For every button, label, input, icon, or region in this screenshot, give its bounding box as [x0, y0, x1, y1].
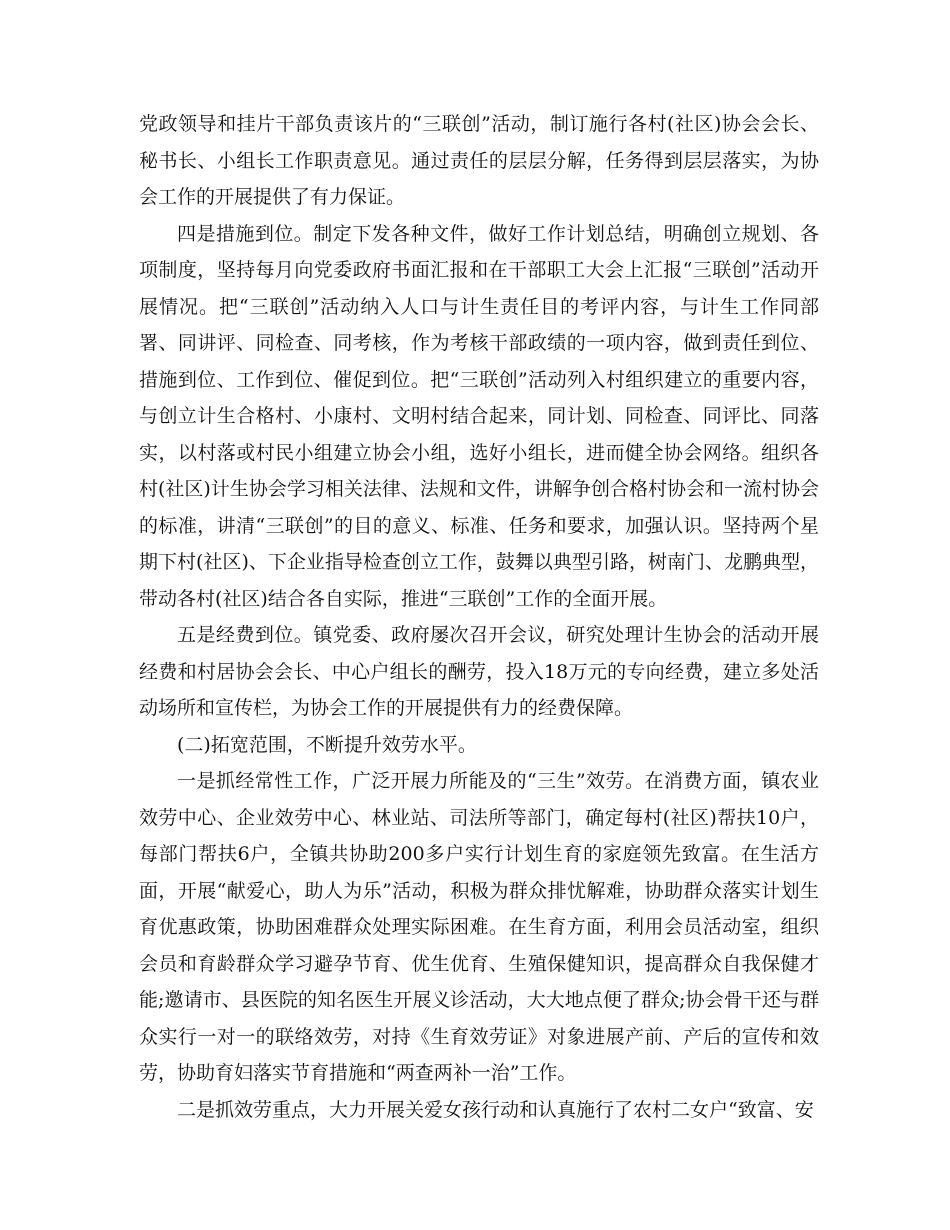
- paragraph-continuation: 党政领导和挂片干部负责该片的“三联创”活动，制订施行各村(社区)协会会长、秘书长、小组长工作职责意见。通过责任的层层分解，任务得到层层落实，为协会工作的开展提供了有力保证。: [139, 113, 819, 208]
- document-body: [139, 106, 819, 1128]
- paragraph-funding: 五是经费到位。镇党委、政府屡次召开会议，研究处理计生协会的活动开展经费和村居协会会长、中心户组长的酬劳，投入18万元的专向经费，建立多处活动场所和宣传栏，为协会工作的开展提供有力的经费保障。: [139, 624, 819, 719]
- paragraph-service-focus: 二是抓效劳重点，大力开展关爱女孩行动和认真施行了农村二女户“致富、安: [177, 1098, 814, 1121]
- paragraph-measures: 四是措施到位。制定下发各种文件，做好工作计划总结，明确创立规划、各项制度，坚持每月向党委政府书面汇报和在干部职工大会上汇报“三联创”活动开展情况。把“三联创”活动纳入人口与计生责任目的考评内容，与计生工作同部署、同讲评、同检查、同考核，作为考核干部政绩的一项内容，做到责任到位、措施到位、工作到位、催促到位。把“三联创”活动列入村组织建立的重要内容，与创立计生合格村、小康村、文明村结合起来，同计划、同检查、同评比、同落实，以村落或村民小组建立协会小组，选好小组长，进而健全协会网络。组织各村(社区)计生协会学习相关法律、法规和文件，讲解争创合格村协会和一流村协会的标准，讲清“三联创”的目的意义、标准、任务和要求，加强认识。坚持两个星期下村(社区)、下企业指导检查创立工作，鼓舞以典型引路，树南门、龙鹏典型，带动各村(社区)结合各自实际，推进“三联创”工作的全面开展。: [139, 222, 819, 610]
- paragraph-regular-work: 一是抓经常性工作，广泛开展力所能及的“三生”效劳。在消费方面，镇农业效劳中心、企业效劳中心、林业站、司法所等部门，确定每村(社区)帮扶10户，每部门帮扶6户，全镇共协助200多户实行计划生育的家庭领先致富。在生活方面，开展“献爱心，助人为乐”活动，积极为群众排忧解难，协助群众落实计划生育优惠政策，协助困难群众处理实际困难。在生育方面，利用会员活动室，组织会员和育龄群众学习避孕节育、优生优育、生殖保健知识，提高群众自我保健才能;邀请市、县医院的知名医生开展义诊活动，大大地点便了群众;协会骨干还与群众实行一对一的联络效劳，对持《生育效劳证》对象进展产前、产后的宣传和效劳，协助育妇落实节育措施和“两查两补一治”工作。: [139, 770, 819, 1084]
- section-heading: (二)拓宽范围，不断提升效劳水平。: [177, 733, 477, 756]
